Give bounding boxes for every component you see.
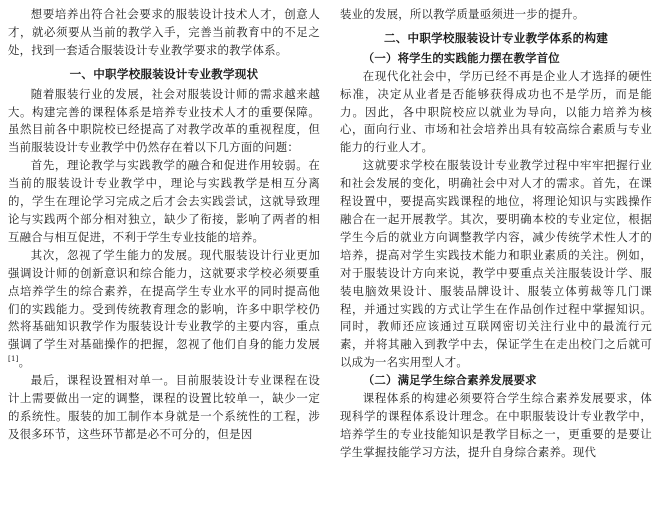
paragraph-second-problem-text: 其次，忽视了学生能力的发展。现代服装设计行业更加强调设计师的创新意识和综合能力，这就要求学校必须要重点培养学生的综合素养，在提高学生专业水平的同时提高他们的实践能力。受到传统教育理念的影响，许多中职学校仍然将基础知识教学作为服装设计专业教学的主要内容，重点强调了学生对基础操作的把握，忽视了他们自身的能力发展 bbox=[8, 247, 320, 352]
section-heading-system-construction: 二、中职学校服装设计专业教学体系的构建 bbox=[383, 30, 609, 45]
paragraph-industry-demand: 随着服装行业的发展，社会对服装设计师的需求越来越大。构建完善的课程体系是培养专业技术人才的重要保障。虽然目前各中职院校已经提高了对教学改革的重视程度，但当前服装设计专业教学中仍然存在着以下几方面的问题： bbox=[8, 86, 320, 155]
section-heading-current-status: 一、中职学校服装设计专业教学现状 bbox=[69, 66, 259, 81]
paragraph-second-problem-end: 。 bbox=[18, 355, 31, 370]
paragraph-second-problem bbox=[8, 247, 320, 372]
right-column bbox=[340, 6, 652, 462]
citation-reference: [1] bbox=[8, 355, 19, 364]
paragraph-ability-orientation: 在现代化社会中，学历已经不再是企业人才选择的硬性标准，决定从业者是否能够获得成功也不是学历，而是能力。因此，各中职院校应以就业为导向，以能力培养为核心，面向行业、市场和社会培养出具有较高综合素质与专业能力的行业人才。 bbox=[340, 68, 652, 155]
paragraph-third-problem: 最后，课程设置相对单一。目前服装设计专业课程在设计上需要做出一定的调整，课程的设置比较单一，缺少一定的系统性。服装的加工制作本身就是一个系统性的工程，涉及很多环节，这些环节都是必不可分的，但是因 bbox=[8, 373, 320, 441]
intro-paragraph: 想要培养出符合社会要求的服装设计技术人才，创意人才，就必须要从当前的教学入手，完善当前教育中的不足之处，找到一套适合服装设计专业教学要求的教学体系。 bbox=[8, 7, 320, 57]
paragraph-first-problem: 首先，理论教学与实践教学的融合和促进作用较弱。在当前的服装设计专业教学中，理论与实践教学是相互分离的，学生在理论学习完成之后才会去实践尝试，这就导致理论与实践两个部分相对独立，缺少了衔接，影响了两者的相互融合与相互促进，不利于学生专业技能的培养。 bbox=[8, 158, 320, 244]
paragraph-teaching-measures: 这就要求学校在服装设计专业教学过程中牢牢把握行业和社会发展的变化，明确社会中对人才的需求。首先，在课程设置中，要提高实践课程的地位，将理论知识与实践操作融合在一起开展教学。其次，要明确本校的专业定位，根据学生今后的就业方向调整教学内容，减少传统学术性人才的培养，提高对学生实践技术能力和职业素质的关注。例如，对于服装设计方向来说，教学中要重点关注服装设计学、服装电脑效果设计、服装品牌设计、服装立体剪裁等几门课程，并通过实践的方式让学生在作品创作过程中掌握知识。同时，教师还应该通过互联网密切关注行业中的最流行元素，并将其融入到教学中去，保证学生在走出校门之后就可以成为一名实用型人才。 bbox=[340, 158, 652, 370]
left-column bbox=[8, 6, 320, 444]
continued-paragraph: 装业的发展，所以教学质量亟须进一步的提升。 bbox=[340, 7, 585, 21]
subheading-comprehensive-quality: （二）满足学生综合素养发展要求 bbox=[362, 373, 537, 388]
subheading-practical-ability: （一）将学生的实践能力摆在教学首位 bbox=[362, 50, 560, 65]
paragraph-curriculum-system: 课程体系的构建必须要符合学生综合素养发展要求，体现科学的课程体系设计理念。在中职服装设计专业教学中，培养学生的专业技能知识是教学目标之一，更重要的是要让学生掌握技能学习方法，提升自身综合素养。现代 bbox=[340, 391, 652, 459]
